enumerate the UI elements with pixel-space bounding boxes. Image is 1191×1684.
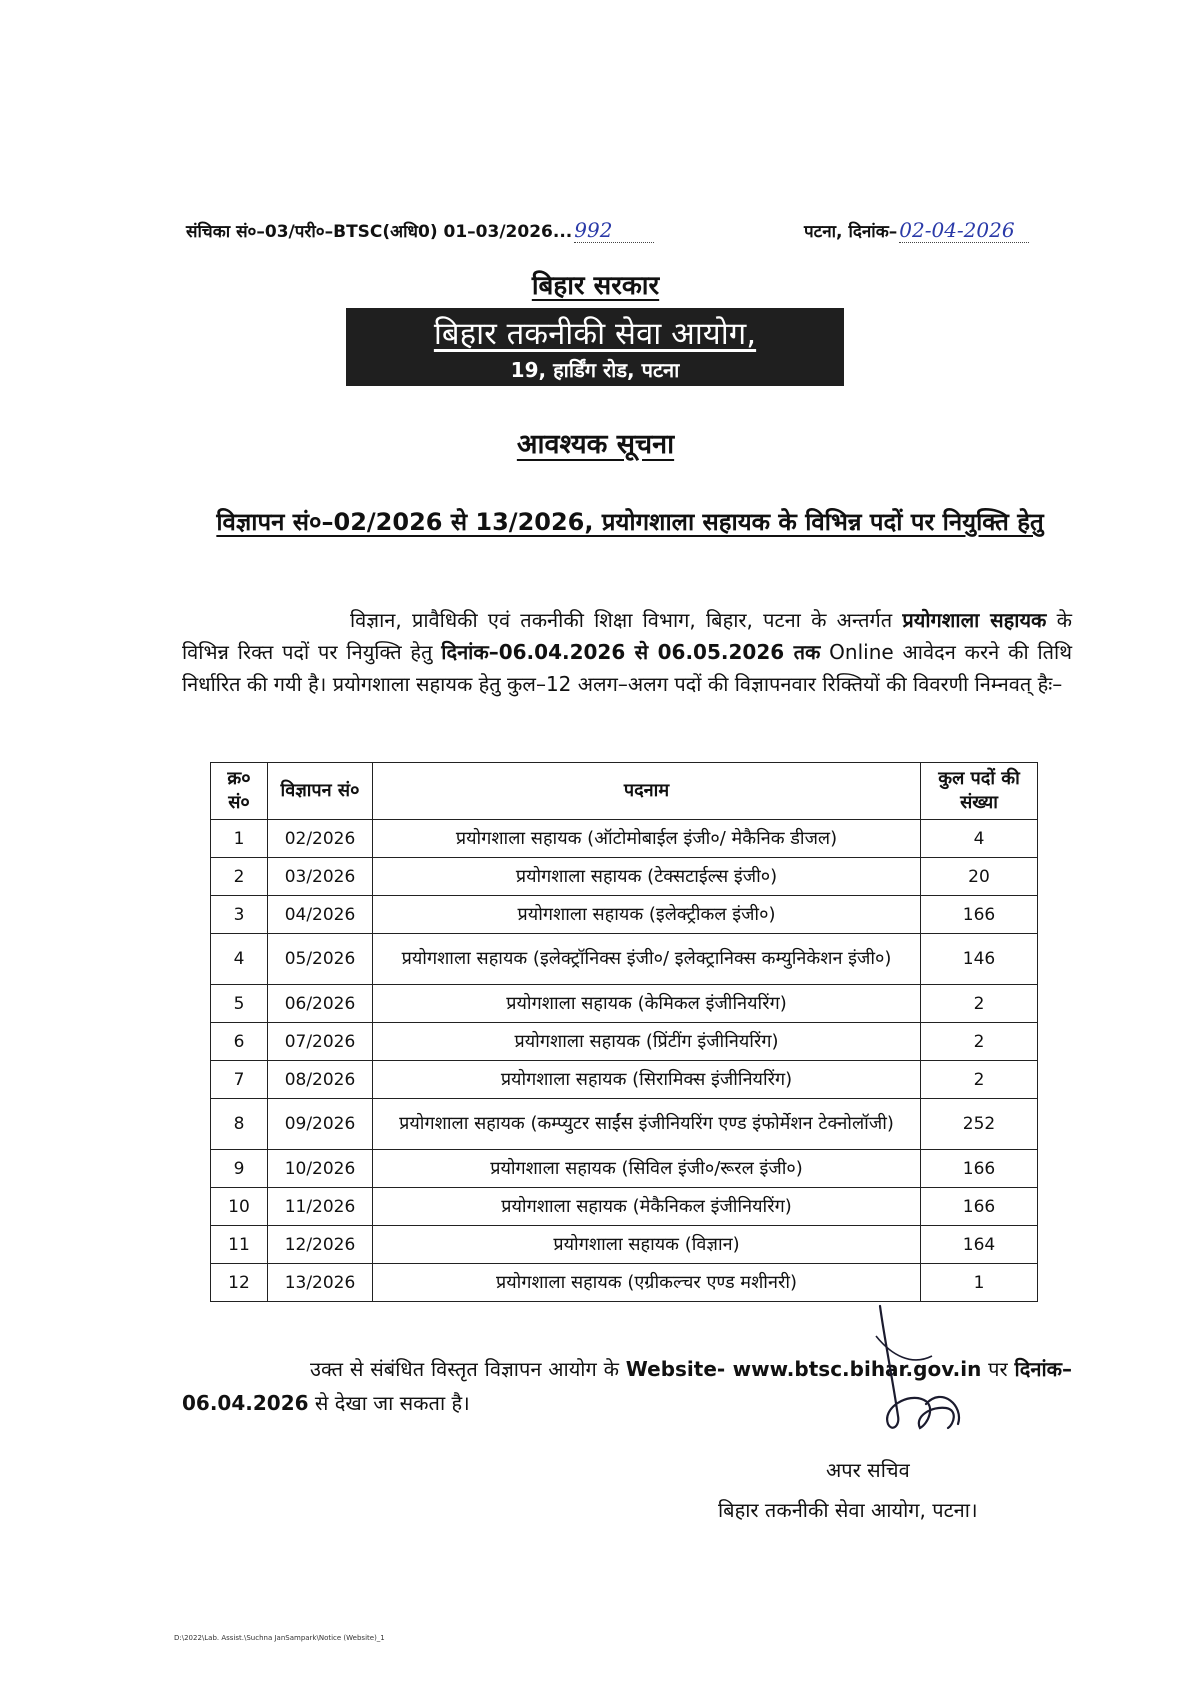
cell-post: प्रयोगशाला सहायक (ऑटोमोबाईल इंजी०/ मेकैनिक डीजल) xyxy=(373,820,921,858)
notice-title-text: आवश्यक सूचना xyxy=(516,429,675,460)
notice-title xyxy=(0,424,1191,461)
letter-date xyxy=(804,218,1029,243)
intro-text-3: Online आवेदन करने की तिथि निर्धारित की गयी है। प्रयोगशाला सहायक हेतु कुल–12 अलग–अलग पदों की विज्ञापनवार रिक्तियों की विवरणी निम्नवत् हैः– xyxy=(182,640,1072,696)
cell-serial: 5 xyxy=(211,985,268,1023)
cell-total: 1 xyxy=(921,1264,1038,1302)
cell-total: 252 xyxy=(921,1099,1038,1150)
cell-serial: 8 xyxy=(211,1099,268,1150)
table-row xyxy=(211,858,1038,896)
intro-text-2: के विभिन्न रिक्त पदों पर नियुक्ति हेतु xyxy=(182,608,1072,664)
cell-adv-no: 08/2026 xyxy=(268,1061,373,1099)
vacancy-table xyxy=(210,762,1038,1302)
header-total: कुल पदों की संख्या xyxy=(921,763,1038,820)
commission-name: बिहार तकनीकी सेवा आयोग, xyxy=(433,316,757,352)
cell-post: प्रयोगशाला सहायक (कम्प्युटर साईंस इंजीनियरिंग एण्ड इंफोर्मेशन टेक्नोलॉजी) xyxy=(373,1099,921,1150)
cell-serial: 10 xyxy=(211,1188,268,1226)
cell-serial: 11 xyxy=(211,1226,268,1264)
table-row xyxy=(211,1226,1038,1264)
footer-text-1: उक्त से संबंधित विस्तृत विज्ञापन आयोग के xyxy=(310,1357,626,1381)
cell-serial: 4 xyxy=(211,934,268,985)
cell-post: प्रयोगशाला सहायक (प्रिंटींग इंजीनियरिंग) xyxy=(373,1023,921,1061)
cell-adv-no: 13/2026 xyxy=(268,1264,373,1302)
table-row xyxy=(211,1188,1038,1226)
cell-adv-no: 07/2026 xyxy=(268,1023,373,1061)
cell-total: 2 xyxy=(921,985,1038,1023)
cell-adv-no: 10/2026 xyxy=(268,1150,373,1188)
cell-adv-no: 03/2026 xyxy=(268,858,373,896)
file-number xyxy=(186,218,654,243)
table-row xyxy=(211,1150,1038,1188)
cell-serial: 12 xyxy=(211,1264,268,1302)
website-link-text: Website- www.btsc.bihar.gov.in xyxy=(625,1357,982,1381)
government-heading-text: बिहार सरकार xyxy=(531,271,660,301)
footer-text-2: पर xyxy=(981,1357,1015,1381)
footer-text-3: से देखा जा सकता है। xyxy=(308,1391,470,1415)
file-number-handwritten: 992 xyxy=(574,218,654,243)
cell-adv-no: 11/2026 xyxy=(268,1188,373,1226)
signatory-organization: बिहार तकनीकी सेवा आयोग, पटना। xyxy=(718,1498,978,1522)
table-row xyxy=(211,820,1038,858)
cell-total: 2 xyxy=(921,1061,1038,1099)
table-row xyxy=(211,934,1038,985)
table-body xyxy=(211,820,1038,1302)
table-row xyxy=(211,896,1038,934)
table-row xyxy=(211,985,1038,1023)
footer-bold-date: दिनांक–06.04.2026 xyxy=(182,1357,1072,1415)
header-post: पदनाम xyxy=(373,763,921,820)
intro-bold-dates: दिनांक–06.04.2026 से 06.05.2026 तक xyxy=(441,640,821,664)
cell-post: प्रयोगशाला सहायक (केमिकल इंजीनियरिंग) xyxy=(373,985,921,1023)
cell-adv-no: 04/2026 xyxy=(268,896,373,934)
table-row xyxy=(211,1099,1038,1150)
cell-serial: 9 xyxy=(211,1150,268,1188)
intro-paragraph xyxy=(182,604,1072,700)
cell-serial: 7 xyxy=(211,1061,268,1099)
cell-post: प्रयोगशाला सहायक (टेक्सटाईल्स इंजी०) xyxy=(373,858,921,896)
cell-adv-no: 05/2026 xyxy=(268,934,373,985)
cell-post: प्रयोगशाला सहायक (मेकैनिकल इंजीनियरिंग) xyxy=(373,1188,921,1226)
header-serial: क्र० सं० xyxy=(211,763,268,820)
reference-line xyxy=(186,214,1086,248)
cell-adv-no: 12/2026 xyxy=(268,1226,373,1264)
cell-total: 2 xyxy=(921,1023,1038,1061)
commission-address: 19, हार्डिंग रोड, पटना xyxy=(510,358,680,382)
signature-icon xyxy=(862,1296,982,1446)
cell-total: 164 xyxy=(921,1226,1038,1264)
cell-post: प्रयोगशाला सहायक (सिरामिक्स इंजीनियरिंग) xyxy=(373,1061,921,1099)
intro-bold-post: प्रयोगशाला सहायक xyxy=(902,608,1047,632)
file-path: D:\2022\Lab. Assist.\Suchna JanSampark\Notice (Website)_1 xyxy=(174,1634,385,1642)
subject-text: विज्ञापन सं०–02/2026 से 13/2026, प्रयोगशाला सहायक के विभिन्न पदों पर नियुक्ति हेतु xyxy=(216,508,1044,536)
subject-heading xyxy=(190,504,1070,540)
cell-serial: 1 xyxy=(211,820,268,858)
government-heading xyxy=(0,266,1191,302)
date-label: पटना, दिनांक– xyxy=(804,222,898,242)
commission-banner xyxy=(346,308,844,386)
cell-post: प्रयोगशाला सहायक (एग्रीकल्चर एण्ड मशीनरी) xyxy=(373,1264,921,1302)
signatory-title: अपर सचिव xyxy=(826,1458,910,1482)
table-row xyxy=(211,1061,1038,1099)
cell-total: 4 xyxy=(921,820,1038,858)
table-row xyxy=(211,1023,1038,1061)
cell-adv-no: 06/2026 xyxy=(268,985,373,1023)
file-number-text: संचिका सं०–03/परी०–BTSC(अधि0) 01–03/2026... xyxy=(186,222,573,242)
cell-adv-no: 02/2026 xyxy=(268,820,373,858)
date-handwritten: 02-04-2026 xyxy=(899,218,1029,243)
cell-total: 146 xyxy=(921,934,1038,985)
table-header-row xyxy=(211,763,1038,820)
cell-total: 20 xyxy=(921,858,1038,896)
cell-total: 166 xyxy=(921,1188,1038,1226)
cell-total: 166 xyxy=(921,896,1038,934)
cell-post: प्रयोगशाला सहायक (इलेक्ट्रॉनिक्स इंजी०/ इलेक्ट्रानिक्स कम्युनिकेशन इंजी०) xyxy=(373,934,921,985)
cell-post: प्रयोगशाला सहायक (विज्ञान) xyxy=(373,1226,921,1264)
cell-post: प्रयोगशाला सहायक (सिविल इंजी०/रूरल इंजी०) xyxy=(373,1150,921,1188)
cell-serial: 6 xyxy=(211,1023,268,1061)
header-adv-no: विज्ञापन सं० xyxy=(268,763,373,820)
cell-serial: 3 xyxy=(211,896,268,934)
cell-post: प्रयोगशाला सहायक (इलेक्ट्रीकल इंजी०) xyxy=(373,896,921,934)
intro-text-1: विज्ञान, प्रावैधिकी एवं तकनीकी शिक्षा विभाग, बिहार, पटना के अन्तर्गत xyxy=(350,608,903,632)
cell-adv-no: 09/2026 xyxy=(268,1099,373,1150)
cell-serial: 2 xyxy=(211,858,268,896)
cell-total: 166 xyxy=(921,1150,1038,1188)
